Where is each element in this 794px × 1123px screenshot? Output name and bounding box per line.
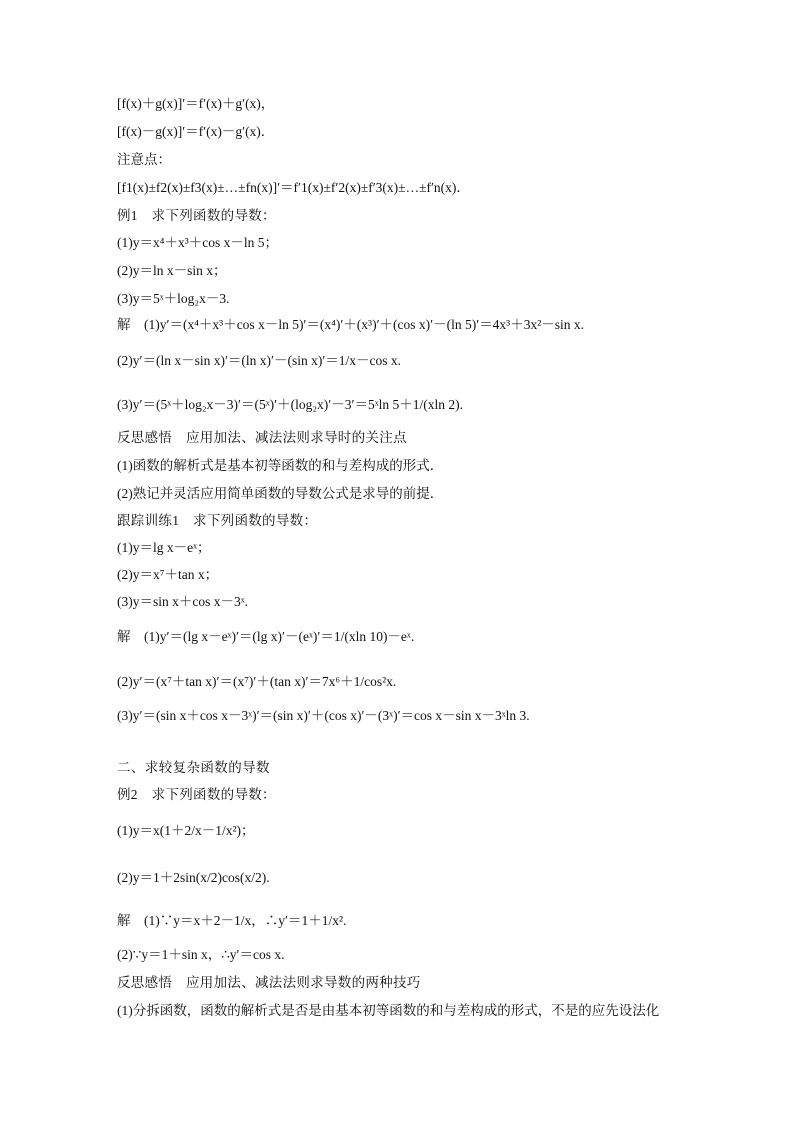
reflection-1-point-2: (2)熟记并灵活应用简单函数的导数公式是求导的前提． [117,486,444,501]
formula-general-rule: [f1(x)±f2(x)±f3(x)±…±fn(x)]′＝f′1(x)±f′2(x)±f′3(x)±…±f′n(x)． [117,180,470,195]
practice-1-part-1: (1)y＝lg x－eˣ； [117,540,211,555]
example-1-heading: 例1 求下列函数的导数： [117,208,276,223]
example-1-part-1: (1)y＝x⁴＋x³＋cos x－ln 5； [117,235,278,250]
practice-solution-part-3: (3)y′＝(sin x＋cos x－3ˣ)′＝(sin x)′＋(cos x)′－(3ˣ)′＝cos x－sin x－3ˣln 3. [117,708,530,723]
reflection-2-point-1: (1)分拆函数，函数的解析式是否是由基本初等函数的和与差构成的形式，不是的应先设法化 [117,1003,660,1018]
example-2-part-1: (1)y＝x(1＋2/x－1/x²)； [117,823,255,838]
solution-1-part-3: (3)y′＝(5ˣ＋log₂x－3)′＝(5ˣ)′＋(log₂x)′－3′＝5ˣln 5＋1/(xln 2). [117,397,463,412]
practice-solution-part-1: 解 (1)y′＝(lg x－eˣ)′＝(lg x)′－(eˣ)′＝1/(xln 10)－eˣ. [117,629,415,644]
solution-2-part-2: (2)∵y＝1＋sin x，∴y′＝cos x. [117,947,285,962]
reflection-2-heading: 反思感悟 应用加法、减法法则求导数的两种技巧 [117,975,421,990]
reflection-1-point-1: (1)函数的解析式是基本初等函数的和与差构成的形式． [117,458,444,473]
solution-1-part-2: (2)y′＝(ln x－sin x)′＝(ln x)′－(sin x)′＝1/x－cos x. [117,353,402,368]
example-2-part-2: (2)y＝1＋2sin(x/2)cos(x/2). [117,870,270,885]
solution-1-part-1: 解 (1)y′＝(x⁴＋x³＋cos x－ln 5)′＝(x⁴)′＋(x³)′＋(cos x)′－(ln 5)′＝4x³＋3x²－sin x. [117,317,585,332]
section-2-title: 二、求较复杂函数的导数 [117,760,270,775]
solution-2-part-1: 解 (1)∵y＝x＋2－1/x，∴y′＝1＋1/x². [117,913,347,928]
practice-1-heading: 跟踪训练1 求下列函数的导数： [117,513,318,528]
example-2-heading: 例2 求下列函数的导数： [117,787,276,802]
reflection-1-heading: 反思感悟 应用加法、减法法则求导时的关注点 [117,430,407,445]
practice-1-part-2: (2)y＝x⁷＋tan x； [117,567,219,582]
example-1-part-3: (3)y＝5ˣ＋log₂x－3. [117,291,230,306]
formula-sum-rule: [f(x)＋g(x)]′＝f′(x)＋g′(x)， [117,96,275,111]
practice-solution-part-2: (2)y′＝(x⁷＋tan x)′＝(x⁷)′＋(tan x)′＝7x⁶＋1/cos²x. [117,674,397,689]
example-1-part-2: (2)y＝ln x－sin x； [117,263,227,278]
practice-1-part-3: (3)y＝sin x＋cos x－3ˣ. [117,594,249,609]
note-heading: 注意点： [117,152,171,167]
formula-difference-rule: [f(x)－g(x)]′＝f′(x)－g′(x)． [117,124,275,139]
